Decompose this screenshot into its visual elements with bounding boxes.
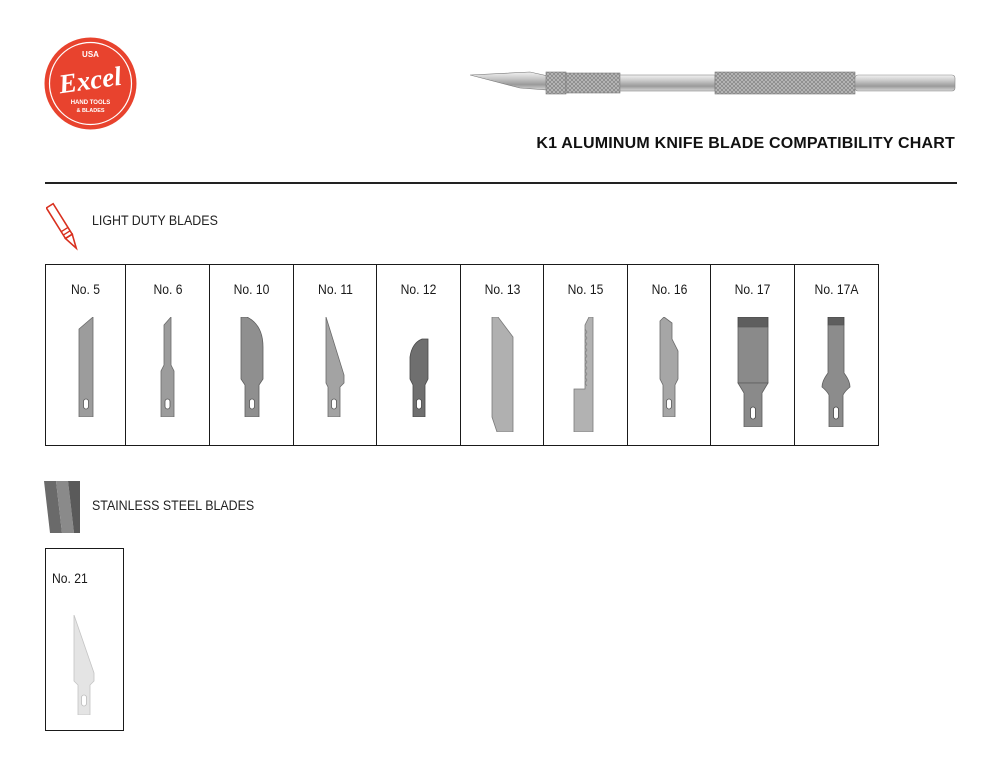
blade-stack-icon xyxy=(44,481,80,533)
blade-cell-no-12 xyxy=(376,264,461,446)
blade-no-13-image xyxy=(487,317,517,432)
svg-text:Excel: Excel xyxy=(56,60,124,100)
blade-no-10-image xyxy=(237,317,267,417)
blade-label: No. 12 xyxy=(400,282,437,297)
blade-no-17-image xyxy=(736,317,770,427)
blade-no-12-image xyxy=(404,317,434,417)
knife-icon xyxy=(46,200,80,254)
blade-label: No. 6 xyxy=(152,282,183,297)
title-divider xyxy=(45,182,957,184)
blade-no-16-image xyxy=(654,317,684,417)
k1-knife-illustration xyxy=(470,66,958,106)
blade-label: No. 10 xyxy=(233,282,270,297)
blade-label: No. 21 xyxy=(52,571,88,586)
blade-cell-no-16 xyxy=(627,264,712,446)
svg-text:& BLADES: & BLADES xyxy=(76,108,105,114)
blade-cell-no-6 xyxy=(125,264,211,446)
svg-text:USA: USA xyxy=(82,50,99,59)
blade-cell-no-17a xyxy=(794,264,879,446)
blade-label: No. 11 xyxy=(317,282,353,297)
blade-cell-no-17 xyxy=(710,264,795,446)
blade-label: No. 5 xyxy=(70,282,101,297)
blade-label: No. 15 xyxy=(567,282,604,297)
blade-label: No. 17A xyxy=(814,282,858,297)
blade-cell-no-15 xyxy=(543,264,628,446)
light-duty-blade-grid xyxy=(45,264,879,446)
blade-cell-no-5 xyxy=(45,264,126,446)
blade-no-6-image xyxy=(156,317,180,417)
svg-text:HAND TOOLS: HAND TOOLS xyxy=(70,100,111,106)
blade-no-17a-image xyxy=(819,317,853,427)
blade-no-11-image xyxy=(320,317,350,417)
stainless-heading: STAINLESS STEEL BLADES xyxy=(92,498,255,513)
blade-cell-no-10 xyxy=(209,264,294,446)
page-title: K1 ALUMINUM KNIFE BLADE COMPATIBILITY CHART xyxy=(536,135,955,152)
blade-label: No. 13 xyxy=(484,282,520,297)
light-duty-heading: LIGHT DUTY BLADES xyxy=(92,213,218,228)
blade-cell-no-13 xyxy=(460,264,545,446)
blade-label: No. 17 xyxy=(734,282,771,297)
excel-logo xyxy=(44,37,137,130)
blade-cell-no-21 xyxy=(45,548,124,731)
blade-no-21-image xyxy=(70,615,100,715)
blade-no-15-image xyxy=(571,317,601,432)
blade-cell-no-11 xyxy=(293,264,378,446)
blade-no-5-image xyxy=(74,317,98,417)
stainless-blade-grid xyxy=(45,548,124,731)
blade-label: No. 16 xyxy=(651,282,687,297)
